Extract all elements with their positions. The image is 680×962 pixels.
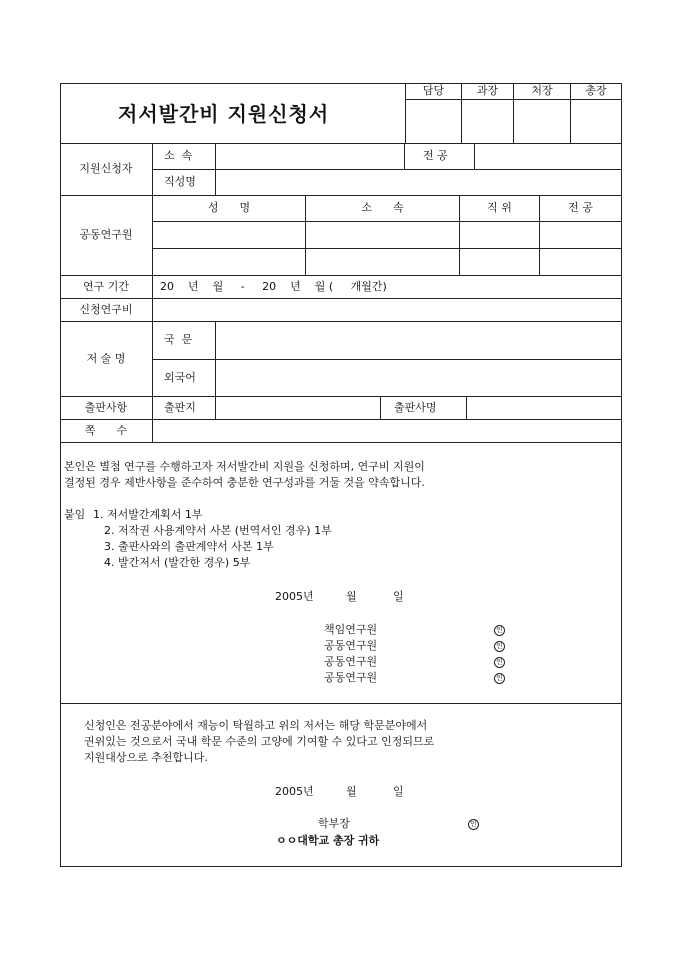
- period-value[interactable]: 20 년 월 - 20 년 월 ( 개월간): [160, 280, 387, 293]
- book-title-label: 저 술 명: [86, 352, 126, 365]
- signer-co-3: 공동연구원: [324, 671, 378, 684]
- period-label: 연구 기간: [82, 280, 129, 293]
- co-header-name: 성 명: [207, 201, 251, 214]
- statement-line-2: 결정된 경우 제반사항을 준수하여 충분한 연구성과를 거둘 것을 약속합니다.: [64, 476, 425, 489]
- publication-place-label: 출판지: [164, 401, 196, 414]
- recommendation-line-3: 지원대상으로 추천합니다.: [84, 751, 208, 764]
- row-divider: [60, 275, 621, 276]
- co-header-affiliation: 소 속: [361, 201, 404, 214]
- publication-label: 출판사항: [84, 401, 128, 414]
- approval-label-director: 처장: [531, 84, 553, 97]
- applicant-label: 지원신청자: [79, 162, 133, 175]
- col-divider: [380, 396, 381, 419]
- dean-label: 학부장: [318, 817, 350, 830]
- co-row-1[interactable]: [153, 222, 621, 248]
- pages-label: 쪽 수: [84, 424, 128, 437]
- recommendation-line-1: 신청인은 전공분야에서 재능이 탁월하고 위의 저서는 해당 학문분야에서: [84, 719, 428, 732]
- attachments-prefix: 붙임: [64, 508, 86, 521]
- row-divider: [60, 442, 621, 443]
- attachment-item-3: 3. 출판사와의 출판계약서 사본 1부: [104, 540, 274, 553]
- position-name-field[interactable]: [216, 170, 620, 195]
- application-year: 2005년: [275, 590, 314, 603]
- co-header-position: 직 위: [487, 201, 512, 214]
- attachment-item-1: 1. 저서발간계획서 1부: [93, 508, 203, 521]
- statement-line-1: 본인은 별첨 연구를 수행하고자 저서발간비 지원을 신청하며, 연구비 지원이: [64, 460, 425, 473]
- signer-co-2: 공동연구원: [324, 655, 378, 668]
- recommendation-day: 일: [393, 785, 404, 798]
- recommendation-line-2: 권위있는 것으로서 국내 학문 수준의 고양에 기여할 수 있다고 인정되므로: [84, 735, 435, 748]
- co-row-2[interactable]: [153, 249, 621, 275]
- foreign-title-label: 외국어: [164, 371, 196, 384]
- foreign-title-field[interactable]: [216, 360, 621, 396]
- seal-mark[interactable]: 인: [494, 641, 505, 652]
- seal-mark[interactable]: 인: [494, 673, 505, 684]
- major-label: 전 공: [423, 149, 448, 162]
- application-day: 일: [393, 590, 404, 603]
- seal-mark[interactable]: 인: [468, 819, 479, 830]
- col-divider: [404, 143, 405, 169]
- recommendation-month: 월: [346, 785, 357, 798]
- budget-label: 신청연구비: [79, 303, 133, 316]
- approval-label-president: 총장: [585, 84, 607, 97]
- korean-title-field[interactable]: [216, 322, 621, 359]
- application-month: 월: [346, 590, 357, 603]
- budget-field[interactable]: [153, 299, 621, 321]
- pages-field[interactable]: [153, 420, 621, 442]
- attachment-item-4: 4. 발간저서 (발간한 경우) 5부: [104, 556, 251, 569]
- row-divider: [60, 703, 621, 704]
- signer-co-1: 공동연구원: [324, 639, 378, 652]
- approval-label-staff: 담당: [422, 84, 445, 97]
- position-name-label: 직성명: [164, 175, 196, 188]
- publisher-field[interactable]: [467, 397, 621, 419]
- row-divider: [60, 195, 621, 196]
- addressee: ㅇㅇ대학교 총장 귀하: [276, 834, 380, 847]
- form-title: 저서발간비 지원신청서: [118, 102, 330, 126]
- korean-title-label: 국 문: [164, 333, 193, 346]
- major-field[interactable]: [475, 144, 620, 169]
- co-researcher-label: 공동연구원: [79, 228, 133, 241]
- affiliation-label: 소 속: [164, 149, 193, 162]
- approval-divider: [405, 99, 621, 100]
- co-header-major: 전 공: [568, 201, 593, 214]
- signer-principal: 책임연구원: [324, 623, 378, 636]
- publication-place-field[interactable]: [216, 397, 380, 419]
- col-divider: [152, 143, 153, 442]
- publisher-label: 출판사명: [394, 401, 437, 414]
- application-form: [60, 83, 622, 867]
- affiliation-field[interactable]: [216, 144, 404, 169]
- seal-mark[interactable]: 인: [494, 625, 505, 636]
- approval-label-section-head: 과장: [476, 84, 499, 97]
- attachment-item-2: 2. 저작권 사용계약서 사본 (번역서인 경우) 1부: [104, 524, 332, 537]
- recommendation-year: 2005년: [275, 785, 314, 798]
- seal-mark[interactable]: 인: [494, 657, 505, 668]
